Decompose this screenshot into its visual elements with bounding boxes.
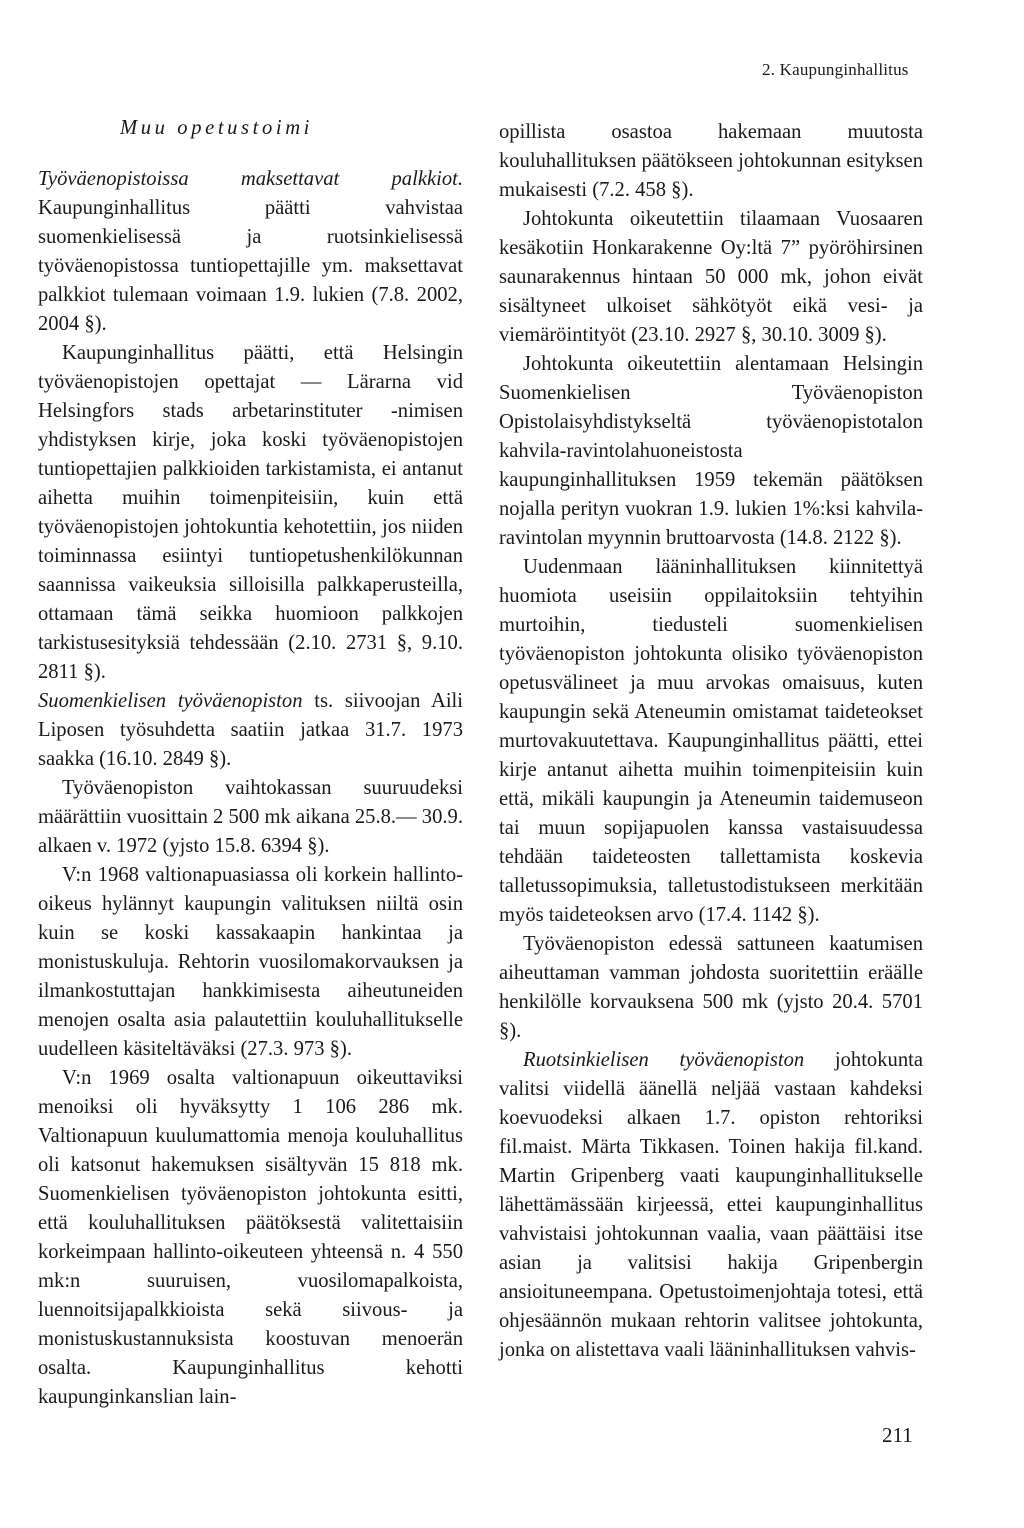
paragraph (38, 687, 463, 774)
right-column (499, 118, 923, 1365)
paragraph-text: ts. siivoojan Aili Liposen työsuhdetta saatiin jatkaa 31.7. 1973 saakka (16.10. 2849 §). (38, 690, 463, 770)
paragraph-text: Uudenmaan lääninhallituksen kiinnitettyä huomiota useisiin oppilaitoksiin tehtyihin murtoihin, tiedusteli suomenkielisen työväenopiston johtokunta olisiko työväenopiston opetusvälineet ja muu arvokas omaisuus, kuten kaupungin sekä Ateneumin omistamat taideteokset murtovakuutettava. Kaupunginhallitus päätti, ettei kirje antanut aihetta muihin toimenpiteisiin kuin että, mikäli kaupungin ja Ateneumin taidemuseon tai muun sopijapuolen kanssa vastaisuudessa tehdään taideteosten tallettamista koskevia talletussopimuksia, talletustodistukseen merkitään myös taideteoksen arvo (17.4. 1142 §). (499, 556, 923, 926)
paragraph-lead: Työväenopistoissa maksettavat palkkiot. (38, 168, 463, 190)
paragraph (38, 339, 463, 687)
paragraph (38, 165, 463, 339)
paragraph-text: opillista osastoa hakemaan muutosta kouluhallituksen päätökseen johtokunnan esityksen mukaisesti (7.2. 458 §). (499, 121, 923, 201)
paragraph-lead: Suomenkielisen työväenopiston (38, 690, 303, 712)
paragraph-text: Johtokunta oikeutettiin tilaamaan Vuosaaren kesäkotiin Honkarakenne Oy:ltä 7” pyöröhirsinen saunarakennus hintaan 50 000 mk, johon eivät sisältyneet ulkoiset sähkötyöt eikä vesi- ja viemäröintityöt (23.10. 2927 §, 30.10. 3009 §). (499, 208, 923, 346)
paragraph-text: V:n 1968 valtionapuasiassa oli korkein hallinto-oikeus hylännyt kaupungin valituksen niiltä osin kuin se koski kassakaapin hankintaa ja monistuskuluja. Rehtorin vuosilomakorvauksen ja ilmankostuttajan hankkimisesta aiheutuneiden menojen osalta asia palautettiin kouluhallitukselle uudelleen käsiteltäväksi (27.3. 973 §). (38, 864, 463, 1060)
paragraph-lead: Ruotsinkielisen työväenopiston (523, 1049, 805, 1071)
paragraph-text: Johtokunta oikeutettiin alentamaan Helsingin Suomenkielisen Työväenopiston Opistolaisyhdistykseltä työväenopistotalon kahvila-ravintolahuoneistosta kaupunginhallituksen 1959 tekemän päätöksen nojalla perityn vuokran 1.9. lukien 1%:ksi kahvila-ravintolan myynnin bruttoarvosta (14.8. 2122 §). (499, 353, 923, 549)
paragraph-text: Kaupunginhallitus päätti vahvistaa suomenkielisessä ja ruotsinkielisessä työväenopistossa tuntiopettajille ym. maksettavat palkkiot tulemaan voimaan 1.9. lukien (7.8. 2002, 2004 §). (38, 197, 463, 335)
paragraph (38, 774, 463, 861)
paragraph-text: Työväenopiston vaihtokassan suuruudeksi määrättiin vuosittain 2 500 mk aikana 25.8.— 30.9. alkaen v. 1972 (yjsto 15.8. 6394 §). (38, 777, 463, 857)
paragraph-text: V:n 1969 osalta valtionapuun oikeuttaviksi menoiksi oli hyväksytty 1 106 286 mk. Valtionapuun kuulumattomia menoja kouluhallitus oli katsonut hakemuksen sisältyvän 15 818 mk. Suomenkielisen työväenopiston johtokunta esitti, että kouluhallituksen päätöksestä valitettaisiin korkeimpaan hallinto-oikeuteen yhteensä n. 4 550 mk:n suuruisen, vuosilomapalkoista, luennoitsijapalkkioista sekä siivous- ja monistuskustannuksista koostuvan menoerän osalta. Kaupunginhallitus kehotti kaupunginkanslian lain- (38, 1067, 463, 1408)
running-header: 2. Kaupunginhallitus (762, 60, 909, 79)
paragraph (499, 350, 923, 553)
paragraph-text: johtokunta valitsi viidellä äänellä neljää vastaan kahdeksi koevuodeksi alkaen 1.7. opiston rehtoriksi fil.maist. Märta Tikkasen. Toinen hakija fil.kand. Martin Gripenberg vaati kaupunginhallitukselle lähettämässään kirjeessä, ettei kaupunginhallitus vahvistaisi johtokunnan vaalia, vaan päättäisi itse asian ja valitsisi hakija Gripenbergin ansioituneempana. Opetustoimenjohtaja totesi, että ohjesäännön mukaan rehtorin valitsee johtokunta, jonka on alistettava vaali lääninhallituksen vahvis- (499, 1049, 923, 1361)
paragraph-text: Työväenopiston edessä sattuneen kaatumisen aiheuttaman vamman johdosta suoritettiin eräälle henkilölle korvauksena 500 mk (yjsto 20.4. 5701 §). (499, 933, 923, 1042)
paragraph (499, 553, 923, 930)
paragraph (499, 205, 923, 350)
left-column (38, 114, 463, 1412)
paragraph (499, 118, 923, 205)
paragraph (38, 861, 463, 1064)
paragraph (499, 1046, 923, 1365)
paragraph (38, 1064, 463, 1412)
paragraph (499, 930, 923, 1046)
paragraph-text: Kaupunginhallitus päätti, että Helsingin työväenopistojen opettajat — Lärarna vid Helsingfors stads arbetarinstituter -nimisen yhdistyksen kirje, joka koski työväenopistojen tuntiopettajien palkkioiden tarkistamista, ei antanut aihetta muihin toimenpiteisiin, kuin että työväenopistojen johtokuntia kehotettiin, jos niiden toiminnassa esiintyi tuntiopetushenkilökunnan saannissa vaikeuksia silloisilla palkkaperusteilla, ottamaan tämä seikka huomioon palkkojen tarkistusesityksiä tehdessään (2.10. 2731 §, 9.10. 2811 §). (38, 342, 463, 683)
section-title: Muu opetustoimi (120, 117, 313, 139)
page-number: 211 (882, 1423, 913, 1447)
